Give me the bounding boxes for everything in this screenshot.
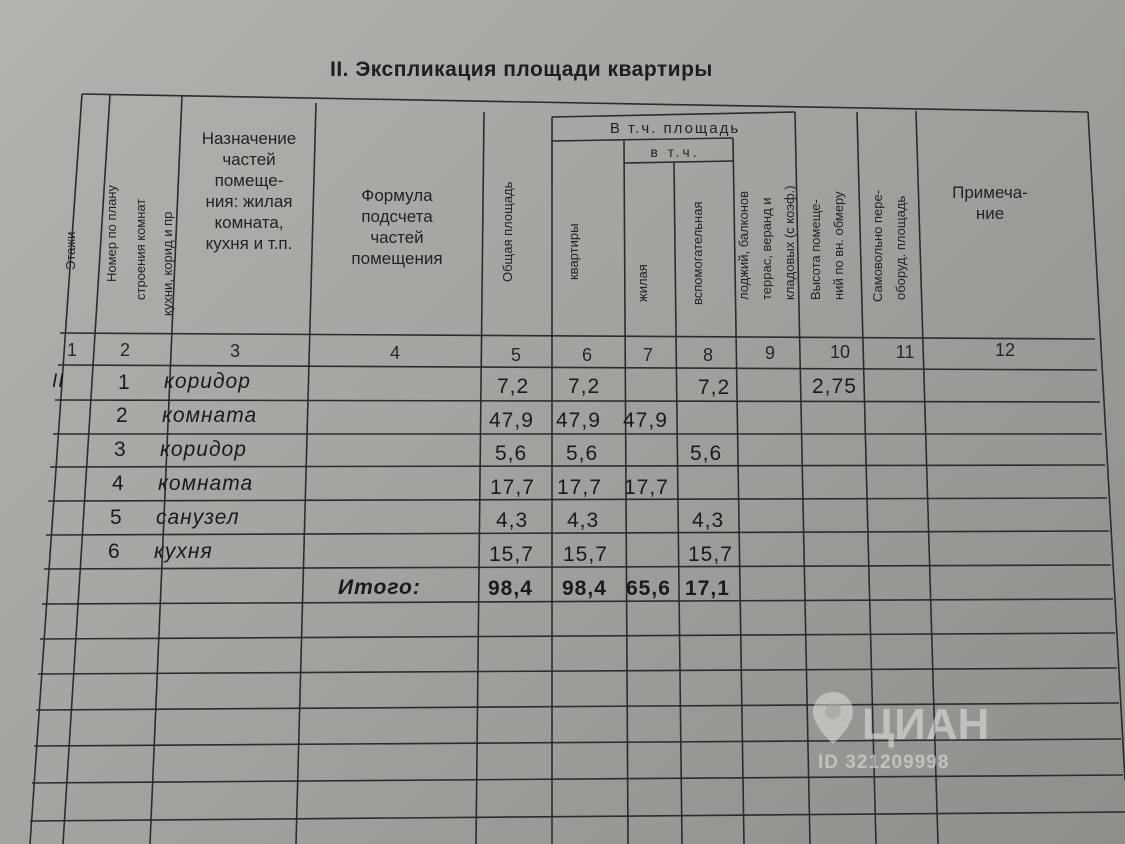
column-number: 2 — [119, 340, 130, 360]
cell-room-name: санузел — [156, 506, 240, 529]
column-number: 3 — [229, 341, 240, 361]
column-number: 10 — [829, 342, 851, 362]
header-auxiliary: вспомогательная — [690, 201, 705, 305]
cell-room-name: коридор — [164, 370, 251, 393]
header-unauthorized-1: Самовольно пере- — [870, 189, 885, 302]
cell-height: 2,75 — [812, 375, 857, 398]
cell-total-area: 7,2 — [497, 375, 530, 398]
cell-apartment-area: 17,7 — [557, 476, 602, 499]
header-floor: Этажи — [63, 231, 78, 270]
cell-room-name: комната — [158, 472, 254, 495]
cell-room-name: коридор — [160, 438, 247, 461]
header-living: жилая — [635, 264, 650, 302]
cell-room-name: кухня — [154, 540, 213, 563]
total-area-sum: 98,4 — [488, 577, 533, 600]
cell-auxiliary-area: 5,6 — [690, 442, 723, 465]
header-purpose — [180, 128, 318, 254]
cell-apartment-area: 4,3 — [567, 509, 600, 532]
header-purpose-line: кухня и т.п. — [205, 234, 293, 253]
watermark-brand: ЦИАН — [862, 700, 990, 749]
header-room-number-2: строения комнат — [133, 198, 148, 300]
total-label: Итого: — [338, 576, 421, 599]
cell-apartment-area: 15,7 — [563, 543, 608, 566]
header-purpose-line: ния: жилая — [205, 192, 293, 211]
cell-apartment-area: 47,9 — [556, 409, 601, 432]
column-number: 1 — [66, 340, 77, 360]
page-title: II. Экспликация площади квартиры — [330, 58, 713, 81]
column-number: 4 — [389, 343, 400, 363]
cell-living-area: 47,9 — [623, 409, 668, 432]
auxiliary-area-sum: 17,1 — [685, 577, 730, 600]
header-purpose-line: Назначение — [201, 129, 297, 148]
cell-room-number: 5 — [110, 506, 123, 529]
watermark-id: ID 321209998 — [818, 752, 950, 773]
cell-room-number: 4 — [112, 472, 125, 495]
cell-auxiliary-area: 4,3 — [692, 509, 725, 532]
header-formula — [322, 185, 472, 269]
header-incl: в т.ч. — [650, 144, 700, 160]
cell-room-number: 6 — [108, 540, 121, 563]
header-apartment: квартиры — [566, 223, 581, 280]
header-height-1: Высота помеще- — [808, 199, 823, 300]
cell-auxiliary-area: 15,7 — [688, 543, 733, 566]
header-formula-line: помещения — [351, 249, 443, 268]
header-purpose-line: помеще- — [214, 171, 284, 190]
apartment-area-sum: 98,4 — [562, 577, 607, 600]
cell-apartment-area: 7,2 — [568, 375, 601, 398]
header-purpose-line: частей — [222, 150, 276, 169]
header-unauthorized-2: оборуд. площадь — [893, 195, 908, 300]
column-number: 11 — [895, 342, 915, 362]
living-area-sum: 65,6 — [626, 577, 671, 600]
header-room-number-3: кухни, корид и пр — [160, 211, 175, 316]
cell-room-number: 3 — [114, 438, 127, 461]
header-purpose-line: комната, — [214, 213, 284, 232]
header-formula-line: частей — [370, 228, 424, 247]
header-height-2: ний по вн. обмеру — [831, 191, 846, 300]
header-loggia-2: террас, веранд и — [759, 197, 774, 300]
cell-room-name: комната — [162, 404, 258, 427]
cell-living-area: 17,7 — [624, 476, 669, 499]
column-number: 7 — [642, 345, 653, 365]
header-loggia-3: кладовых (с коэф.) — [782, 185, 797, 300]
header-total-area: Общая площадь — [500, 181, 515, 282]
column-number: 6 — [581, 345, 592, 365]
cell-total-area: 15,7 — [489, 543, 534, 566]
cell-room-number: 1 — [118, 371, 131, 394]
cell-room-number: 2 — [116, 404, 129, 427]
cell-floor: II — [52, 371, 65, 392]
header-incl-area: В т.ч. площадь — [609, 120, 741, 137]
column-number: 5 — [510, 345, 521, 365]
header-formula-line: подсчета — [361, 207, 433, 226]
cell-auxiliary-area: 7,2 — [698, 376, 731, 399]
header-note — [930, 182, 1050, 224]
column-number: 9 — [764, 343, 775, 363]
header-note-line: Примеча- — [952, 183, 1028, 202]
cell-total-area: 4,3 — [496, 509, 529, 532]
cell-total-area: 5,6 — [495, 442, 528, 465]
header-room-number-1: Номер по плану — [104, 184, 119, 282]
cell-total-area: 17,7 — [490, 476, 535, 499]
column-number: 12 — [994, 340, 1016, 360]
location-pin-icon — [810, 690, 856, 746]
cell-total-area: 47,9 — [489, 409, 534, 432]
header-loggia-1: лоджий, балконов — [736, 190, 751, 300]
header-formula-line: Формула — [361, 186, 433, 205]
cell-apartment-area: 5,6 — [566, 442, 599, 465]
column-number: 8 — [702, 345, 713, 365]
header-note-line: ние — [975, 204, 1005, 223]
